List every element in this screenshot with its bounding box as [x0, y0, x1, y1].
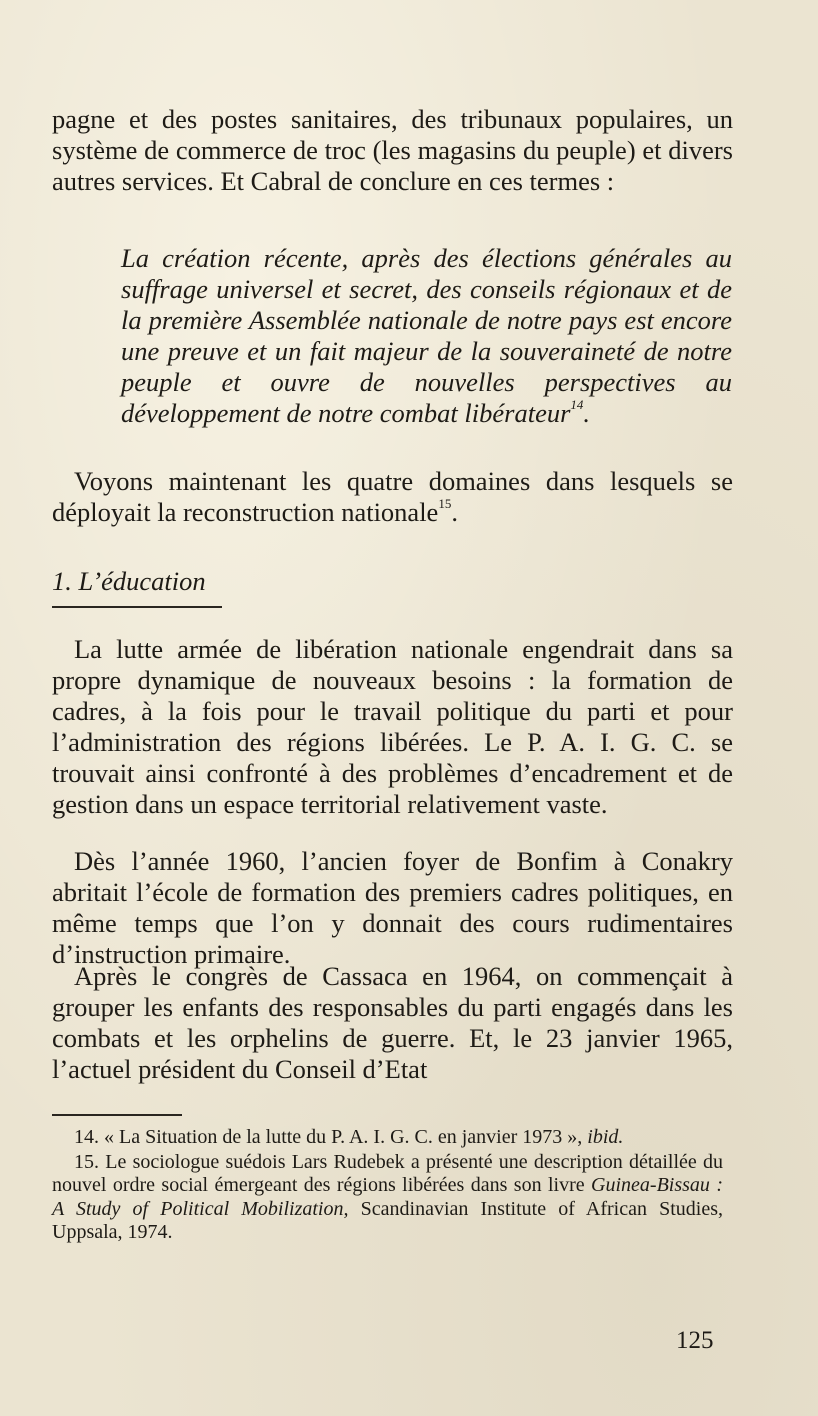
quote-text: La création récente, après des élections générales au suffrage universel et secret, des conseils régionaux et de la première Assemblée nationale de notre pays est encore une preuve et un fait majeur de la souveraineté de notre peuple et ouvre de nouvelles perspectives au développement de notre combat libérateur: [121, 243, 732, 428]
footnote-15-text-before: Le sociologue suédois Lars Rudebek a présenté une description détaillée du nouvel ordre social émergeant des régions libérées dans son livre: [52, 1150, 723, 1196]
quote-end: .: [583, 398, 591, 428]
block-quote: [121, 243, 732, 429]
footnote-14: [52, 1126, 723, 1150]
section-heading: 1. L’éducation: [52, 566, 206, 596]
page-number: 125: [676, 1327, 714, 1354]
paragraph-domains-text: Voyons maintenant les quatre domaines dans lesquels se déployait la reconstruction nationale: [52, 466, 733, 527]
paragraph-domains-end: .: [451, 497, 458, 527]
footnotes: [52, 1126, 723, 1246]
footnote-14-number: 14.: [74, 1126, 99, 1148]
paragraph-education-2: Dès l’année 1960, l’ancien foyer de Bonfim à Conakry abritait l’école de formation des premiers cadres politiques, en même temps que l’on y donnait des cours rudimentaires d’instruction primaire.: [52, 846, 733, 969]
footnote-15: [52, 1151, 723, 1245]
paragraph-education-3: Après le congrès de Cassaca en 1964, on commençait à grouper les enfants des responsables du parti engagés dans les combats et les orphelins de guerre. Et, le 23 janvier 1965, l’actuel président du Conseil d’Etat: [52, 961, 733, 1084]
section-heading-underline: [52, 606, 222, 608]
footnote-ref-14[interactable]: 14: [570, 397, 584, 412]
footnote-14-text: « La Situation de la lutte du P. A. I. G. C. en janvier 1973 »,: [104, 1126, 583, 1148]
footnote-separator: [52, 1114, 182, 1116]
footnote-15-text-after: Scandinavian Institute of African Studies, Uppsala, 1974.: [52, 1197, 724, 1243]
footnote-15-book-title: Guinea-Bissau : A Study of Political Mobilization,: [52, 1174, 723, 1220]
paragraph-education-1: La lutte armée de libération nationale engendrait dans sa propre dynamique de nouveaux besoins : la formation de cadres, à la fois pour le travail politique du parti et pour l’administration des régions libérées. Le P. A. I. G. C. se trouvait ainsi confronté à des problèmes d’encadrement et de gestion dans un espace territorial relativement vaste.: [52, 634, 733, 819]
footnote-15-number: 15.: [74, 1150, 99, 1173]
footnote-ref-15[interactable]: 15: [438, 496, 452, 511]
footnote-14-ibid: ibid.: [587, 1126, 624, 1148]
paragraph-domains: [52, 466, 733, 528]
paragraph-intro: pagne et des postes sanitaires, des tribunaux populaires, un système de commerce de troc (les magasins du peuple) et divers autres services. Et Cabral de conclure en ces termes :: [52, 104, 733, 196]
